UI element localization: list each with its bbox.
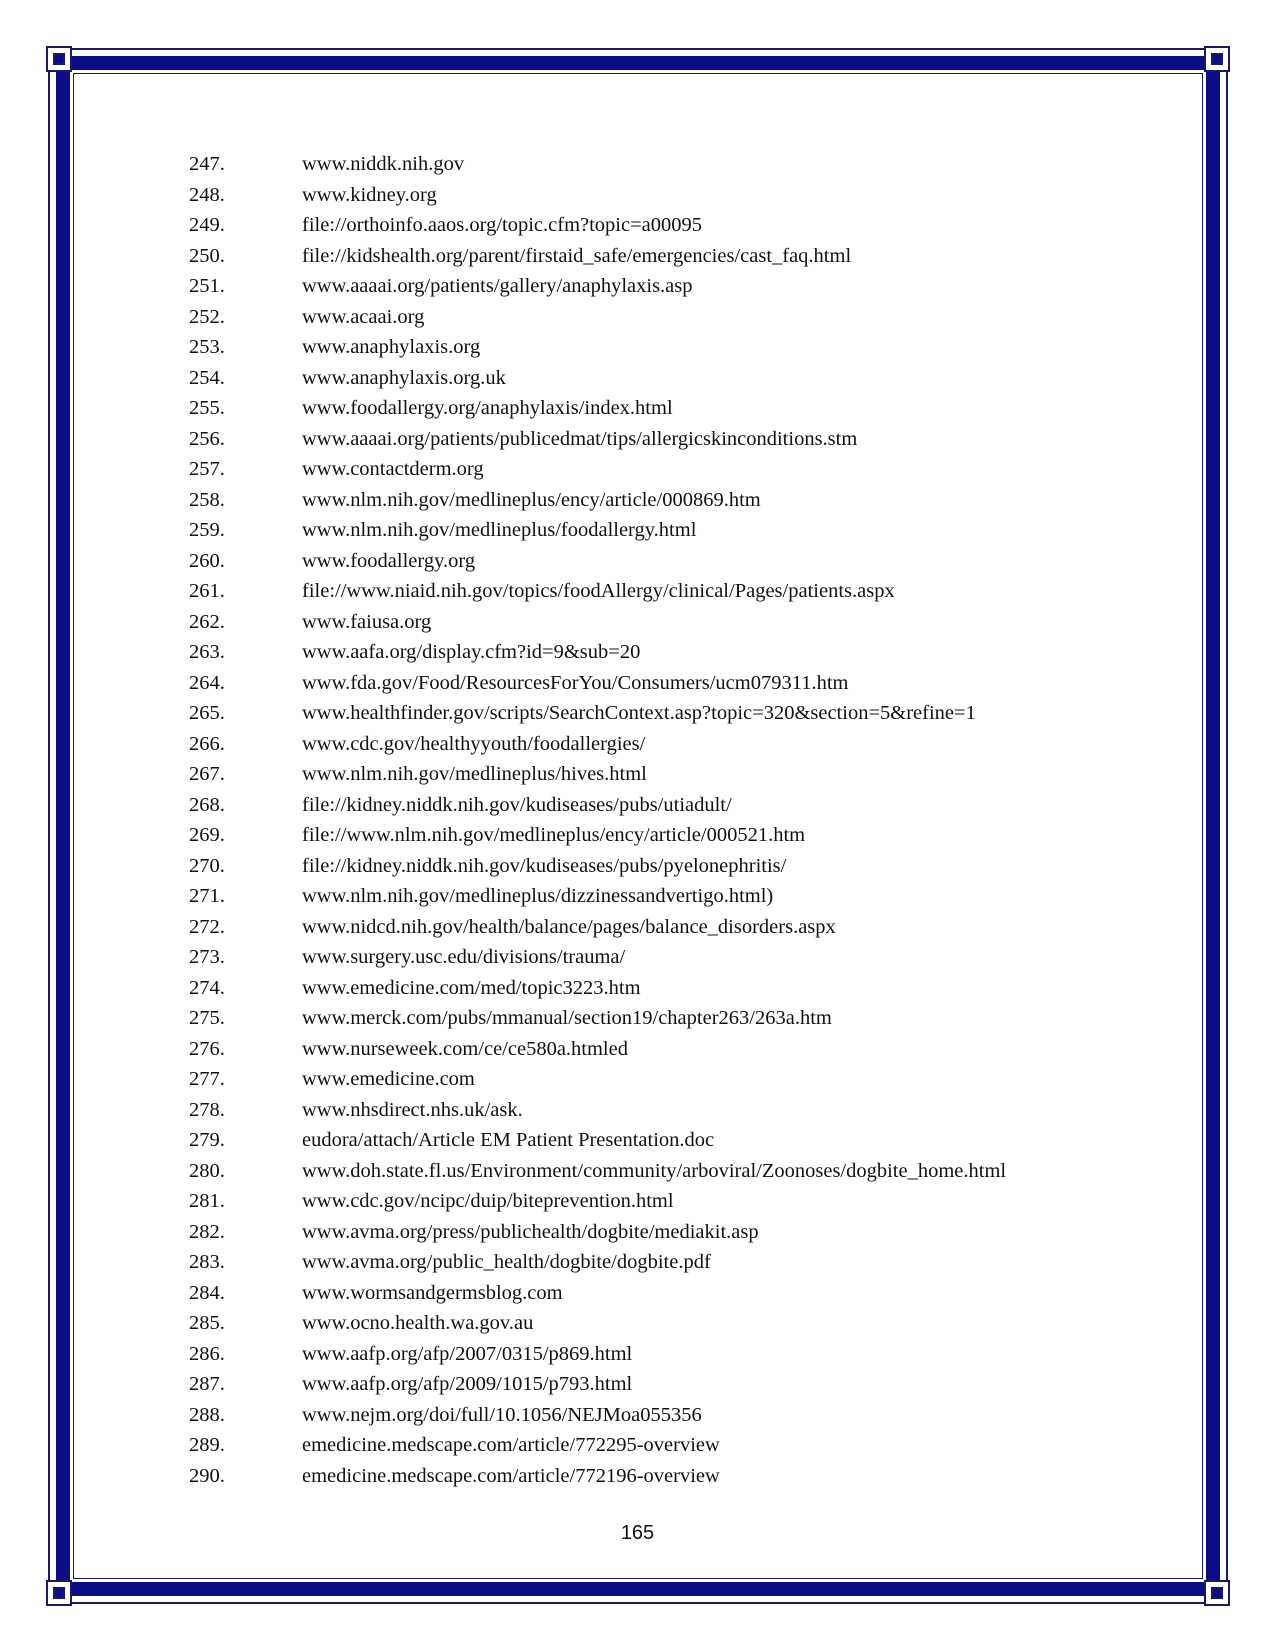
reference-number: 251. xyxy=(189,275,225,297)
reference-url: www.aafp.org/afp/2007/0315/p869.html xyxy=(302,1342,633,1365)
reference-url: www.contactderm.org xyxy=(302,458,484,480)
reference-item xyxy=(0,210,1275,241)
reference-url: file://kidshealth.org/parent/firstaid_safe/emergencies/cast_faq.html xyxy=(302,244,852,267)
reference-url: www.nlm.nih.gov/medlineplus/dizzinessandvertigo.html) xyxy=(302,885,774,907)
reference-url: www.aaaai.org/patients/gallery/anaphylaxis.asp xyxy=(302,275,693,297)
reference-item xyxy=(0,1003,1275,1034)
reference-number: 247. xyxy=(189,153,225,175)
reference-number: 264. xyxy=(189,671,225,694)
reference-url: www.emedicine.com/med/topic3223.htm xyxy=(302,976,641,999)
reference-item xyxy=(0,1217,1275,1248)
reference-url: www.foodallergy.org/anaphylaxis/index.html xyxy=(302,397,673,419)
reference-item xyxy=(0,973,1275,1004)
reference-item xyxy=(0,576,1275,607)
reference-number: 283. xyxy=(189,1251,225,1273)
reference-url: www.kidney.org xyxy=(302,183,437,206)
reference-item xyxy=(0,912,1275,943)
border-corner-ornament xyxy=(46,1580,72,1606)
reference-url: file://www.niaid.nih.gov/topics/foodAllergy/clinical/Pages/patients.aspx xyxy=(302,580,895,602)
reference-item xyxy=(0,515,1275,546)
reference-number: 277. xyxy=(189,1068,225,1090)
reference-url: www.nlm.nih.gov/medlineplus/ency/article/000869.htm xyxy=(302,488,761,511)
reference-number: 266. xyxy=(189,732,225,755)
reference-item xyxy=(0,241,1275,272)
reference-url: www.doh.state.fl.us/Environment/community/arboviral/Zoonoses/dogbite_home.html xyxy=(302,1159,1007,1182)
reference-item xyxy=(0,1247,1275,1278)
reference-number: 270. xyxy=(189,854,225,877)
reference-item xyxy=(0,424,1275,455)
reference-number: 290. xyxy=(189,1464,225,1487)
reference-url: www.aafp.org/afp/2009/1015/p793.html xyxy=(302,1373,633,1395)
reference-number: 248. xyxy=(189,183,225,206)
reference-item xyxy=(0,851,1275,882)
reference-item xyxy=(0,729,1275,760)
reference-url: www.nlm.nih.gov/medlineplus/hives.html xyxy=(302,763,647,785)
reference-url: www.nidcd.nih.gov/health/balance/pages/balance_disorders.aspx xyxy=(302,915,836,938)
reference-url: file://orthoinfo.aaos.org/topic.cfm?topic=a00095 xyxy=(302,214,703,236)
reference-number: 287. xyxy=(189,1373,225,1395)
reference-number: 258. xyxy=(189,488,225,511)
reference-number: 284. xyxy=(189,1281,225,1304)
reference-number: 279. xyxy=(189,1129,225,1151)
reference-item xyxy=(0,1400,1275,1431)
reference-number: 259. xyxy=(189,519,225,541)
reference-item xyxy=(0,942,1275,973)
reference-item xyxy=(0,1095,1275,1126)
reference-number: 249. xyxy=(189,214,225,236)
reference-url: www.anaphylaxis.org xyxy=(302,336,481,358)
reference-number: 257. xyxy=(189,458,225,480)
reference-item xyxy=(0,820,1275,851)
reference-item xyxy=(0,1430,1275,1461)
reference-number: 282. xyxy=(189,1220,225,1243)
reference-item xyxy=(0,332,1275,363)
reference-number: 261. xyxy=(189,580,225,602)
reference-item xyxy=(0,1461,1275,1492)
reference-number: 288. xyxy=(189,1403,225,1426)
reference-url: www.cdc.gov/ncipc/duip/biteprevention.html xyxy=(302,1190,674,1212)
reference-url: www.acaai.org xyxy=(302,305,425,328)
reference-url: file://www.nlm.nih.gov/medlineplus/ency/article/000521.htm xyxy=(302,824,806,846)
reference-url: www.niddk.nih.gov xyxy=(302,153,465,175)
reference-url: www.emedicine.com xyxy=(302,1068,475,1090)
reference-url: www.healthfinder.gov/scripts/SearchContext.asp?topic=320&section=5&refine=1 xyxy=(302,702,976,724)
reference-number: 273. xyxy=(189,946,225,968)
reference-url: www.aafa.org/display.cfm?id=9&sub=20 xyxy=(302,641,641,663)
reference-item xyxy=(0,881,1275,912)
reference-url: www.surgery.usc.edu/divisions/trauma/ xyxy=(302,946,626,968)
reference-url: www.fda.gov/Food/ResourcesForYou/Consumers/ucm079311.htm xyxy=(302,671,849,694)
reference-url: www.cdc.gov/healthyyouth/foodallergies/ xyxy=(302,732,646,755)
reference-number: 267. xyxy=(189,763,225,785)
reference-number: 275. xyxy=(189,1007,225,1029)
reference-url: www.wormsandgermsblog.com xyxy=(302,1281,563,1304)
reference-url: www.nlm.nih.gov/medlineplus/foodallergy.html xyxy=(302,519,697,541)
reference-item xyxy=(0,1278,1275,1309)
reference-number: 278. xyxy=(189,1098,225,1121)
reference-item xyxy=(0,790,1275,821)
reference-number: 285. xyxy=(189,1312,225,1334)
reference-item xyxy=(0,1339,1275,1370)
reference-url: www.nurseweek.com/ce/ce580a.htmled xyxy=(302,1037,628,1060)
reference-item xyxy=(0,393,1275,424)
reference-item xyxy=(0,546,1275,577)
reference-url: www.merck.com/pubs/mmanual/section19/chapter263/263a.htm xyxy=(302,1007,832,1029)
reference-url: www.ocno.health.wa.gov.au xyxy=(302,1312,534,1334)
border-corner-ornament xyxy=(1204,46,1230,72)
border-corner-ornament xyxy=(1204,1580,1230,1606)
border-corner-ornament xyxy=(46,46,72,72)
reference-number: 269. xyxy=(189,824,225,846)
reference-url: www.anaphylaxis.org.uk xyxy=(302,366,506,389)
reference-url: emedicine.medscape.com/article/772295-overview xyxy=(302,1434,720,1456)
reference-item xyxy=(0,1308,1275,1339)
reference-item xyxy=(0,1369,1275,1400)
reference-url: file://kidney.niddk.nih.gov/kudiseases/pubs/utiadult/ xyxy=(302,793,732,816)
reference-item xyxy=(0,637,1275,668)
reference-url: www.nejm.org/doi/full/10.1056/NEJMoa055356 xyxy=(302,1403,702,1426)
reference-item xyxy=(0,180,1275,211)
page-number: 165 xyxy=(620,1522,655,1544)
reference-number: 250. xyxy=(189,244,225,267)
reference-item xyxy=(0,1156,1275,1187)
reference-number: 265. xyxy=(189,702,225,724)
reference-url: www.avma.org/public_health/dogbite/dogbite.pdf xyxy=(302,1251,711,1273)
reference-number: 276. xyxy=(189,1037,225,1060)
reference-number: 280. xyxy=(189,1159,225,1182)
reference-item xyxy=(0,149,1275,180)
reference-url: www.nhsdirect.nhs.uk/ask. xyxy=(302,1098,523,1121)
reference-number: 255. xyxy=(189,397,225,419)
reference-number: 256. xyxy=(189,427,225,450)
reference-item xyxy=(0,363,1275,394)
reference-number: 253. xyxy=(189,336,225,358)
reference-item xyxy=(0,454,1275,485)
reference-item xyxy=(0,302,1275,333)
reference-item xyxy=(0,1125,1275,1156)
reference-url: www.foodallergy.org xyxy=(302,549,476,572)
reference-number: 271. xyxy=(189,885,225,907)
reference-item xyxy=(0,271,1275,302)
reference-url: www.faiusa.org xyxy=(302,610,432,633)
reference-item xyxy=(0,698,1275,729)
reference-number: 286. xyxy=(189,1342,225,1365)
reference-number: 272. xyxy=(189,915,225,938)
reference-number: 289. xyxy=(189,1434,225,1456)
reference-item xyxy=(0,607,1275,638)
reference-url: file://kidney.niddk.nih.gov/kudiseases/pubs/pyelonephritis/ xyxy=(302,854,787,877)
reference-number: 262. xyxy=(189,610,225,633)
reference-number: 252. xyxy=(189,305,225,328)
reference-item xyxy=(0,1034,1275,1065)
reference-number: 263. xyxy=(189,641,225,663)
reference-item xyxy=(0,759,1275,790)
reference-list xyxy=(0,149,1275,1491)
reference-number: 260. xyxy=(189,549,225,572)
reference-url: emedicine.medscape.com/article/772196-overview xyxy=(302,1464,720,1487)
reference-item xyxy=(0,1186,1275,1217)
reference-number: 281. xyxy=(189,1190,225,1212)
reference-item xyxy=(0,668,1275,699)
reference-number: 274. xyxy=(189,976,225,999)
reference-url: www.aaaai.org/patients/publicedmat/tips/allergicskinconditions.stm xyxy=(302,427,858,450)
reference-number: 254. xyxy=(189,366,225,389)
reference-url: www.avma.org/press/publichealth/dogbite/mediakit.asp xyxy=(302,1220,759,1243)
reference-item xyxy=(0,485,1275,516)
reference-url: eudora/attach/Article EM Patient Presentation.doc xyxy=(302,1129,715,1151)
reference-item xyxy=(0,1064,1275,1095)
reference-number: 268. xyxy=(189,793,225,816)
